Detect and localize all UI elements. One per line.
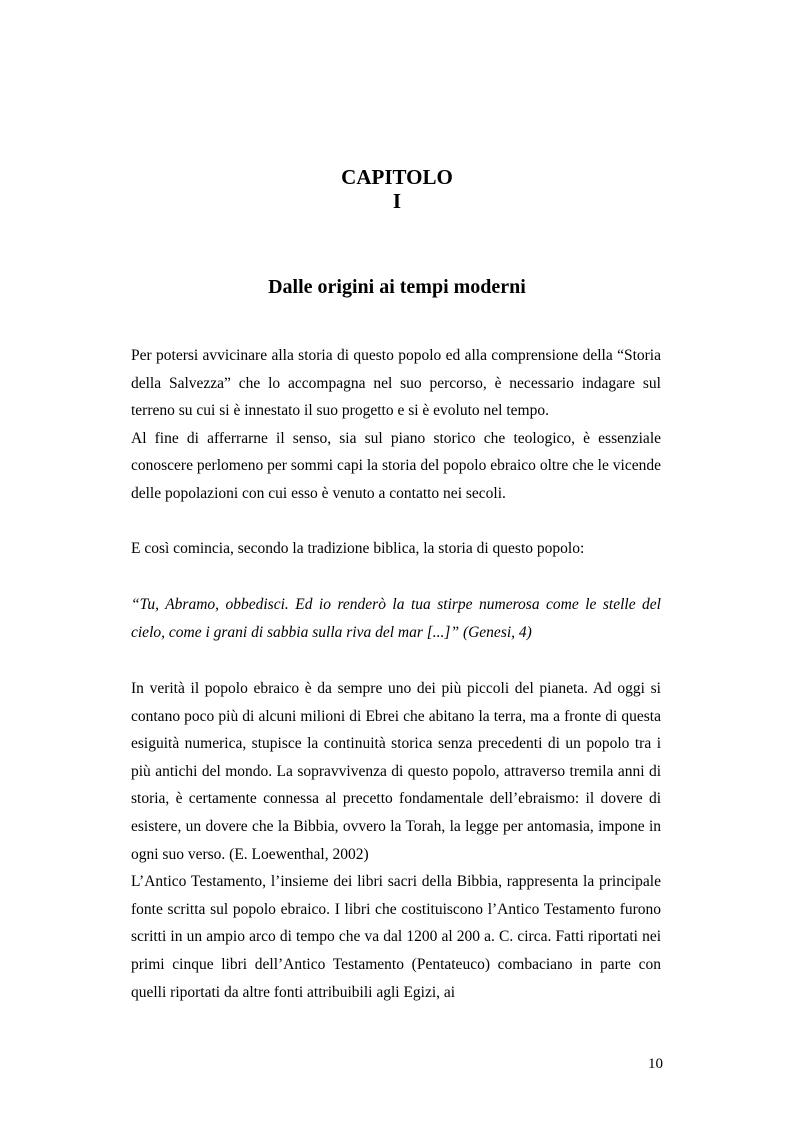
chapter-label: CAPITOLO xyxy=(341,165,453,189)
section-title: Dalle origini ai tempi moderni xyxy=(268,276,526,298)
main-text-block xyxy=(131,675,661,1006)
paragraph-transition xyxy=(131,535,661,563)
intro-block xyxy=(131,342,661,508)
paragraph-old-testament: L’Antico Testamento, l’insieme dei libri sacri della Bibbia, rappresenta la principale fonte scritta sul popolo ebraico. I libri che costituiscono l’Antico Testamento furono scritti in un ampio arco di tempo che va dal 1200 al 200 a. C. circa. Fatti riportati nei primi cinque libri dell’Antico Testamento (Pentateuco) combaciano in parte con quelli riportati da altre fonti attribuibili agli Egizi, ai xyxy=(131,873,661,1001)
quotation-block xyxy=(131,591,661,646)
paragraph-history: In verità il popolo ebraico è da sempre uno dei più piccoli del pianeta. Ad oggi si contano poco più di alcuni milioni di Ebrei che abitano la terra, ma a fronte di questa esiguità numerica, stupisce la continuità storica senza precedenti di un popolo tra i più antichi del mondo. La sopravvivenza di questo popolo, attraverso tremila anni di storia, è certamente connessa al precetto fondamentale dell’ebraismo: il dovere di esistere, un dovere che la Bibbia, ovvero la Torah, la legge per antomasia, impone in ogni suo verso. (E. Loewenthal, 2002) xyxy=(131,680,661,863)
paragraph-transition-text: E così comincia, secondo la tradizione biblica, la storia di questo popolo: xyxy=(131,540,585,557)
chapter-number: I xyxy=(392,189,402,213)
paragraph-intro: Per potersi avvicinare alla storia di questo popolo ed alla comprensione della “Storia della Salvezza” che lo accompagna nel suo percorso, è necessario indagare sul terreno su cui si è innestato il suo progetto e si è evoluto nel tempo. xyxy=(131,347,661,420)
paragraph-purpose: Al fine di afferrarne il senso, sia sul piano storico che teologico, è essenziale conoscere perlomeno per sommi capi la storia del popolo ebraico oltre che le vicende delle popolazioni con cui esso è venuto a contatto nei secoli. xyxy=(131,429,661,502)
genesis-quotation: “Tu, Abramo, obbedisci. Ed io renderò la tua stirpe numerosa come le stelle del cielo, come i grani di sabbia sulla riva del mar [...]” (Genesi, 4) xyxy=(131,596,661,641)
page-number: 10 xyxy=(648,1056,663,1072)
